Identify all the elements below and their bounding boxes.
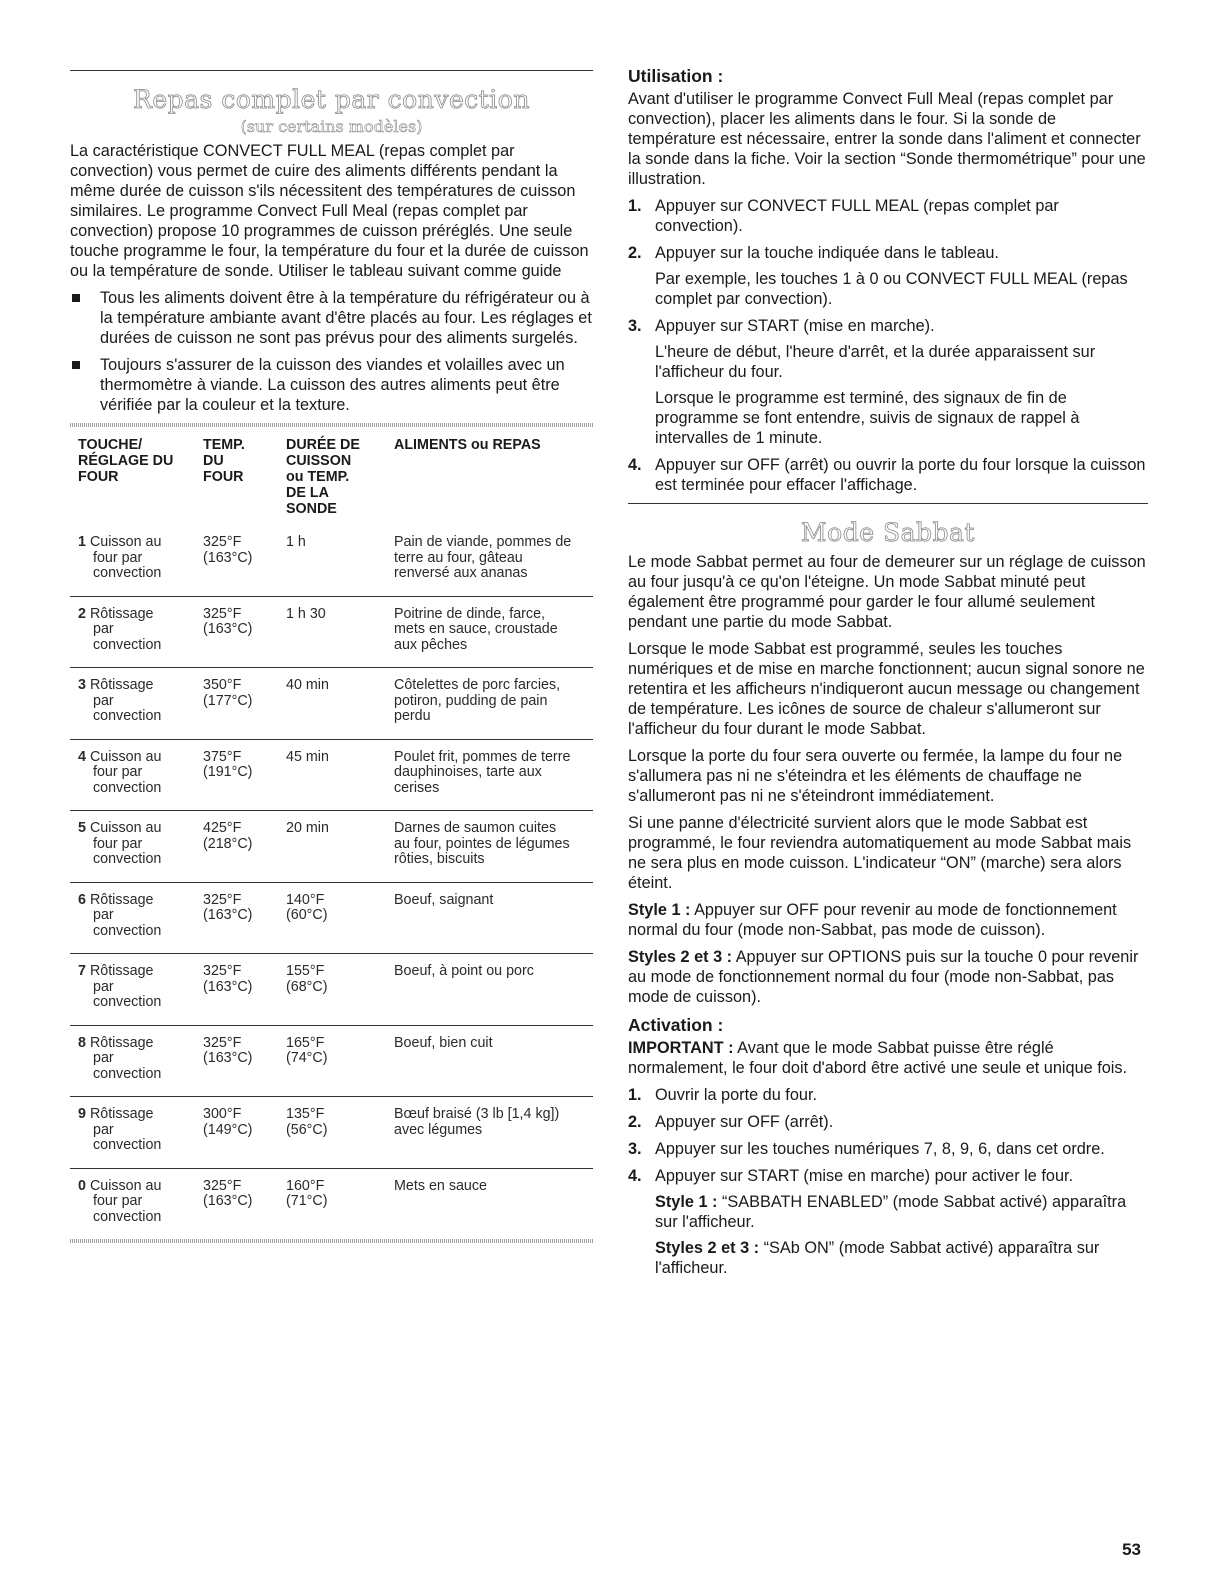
cell-temp: 325°F (163°C) (203, 1168, 286, 1239)
convect-programs-table (70, 433, 593, 1239)
cell-key: 3 Rôtissage par convection (70, 668, 203, 740)
table-bottom-dotted-rule (70, 1239, 593, 1243)
step-detail: Par exemple, les touches 1 à 0 ou CONVECT FULL MEAL (repas complet par convection). (655, 270, 1128, 308)
cell-key: 2 Rôtissage par convection (70, 596, 203, 668)
activation-styles23: Styles 2 et 3 : “SAb ON” (mode Sabbat activé) apparaîtra sur l'afficheur. (655, 1239, 1100, 1277)
cell-duration: 45 min (286, 739, 394, 811)
table-row (70, 1097, 593, 1169)
utilisation-heading: Utilisation : (628, 66, 724, 86)
cell-temp: 325°F (163°C) (203, 596, 286, 668)
header-duration: DURÉE DE CUISSON ou TEMP. DE LA SONDE (286, 437, 360, 517)
cell-duration: 140°F (60°C) (286, 882, 394, 954)
cell-food: Mets en sauce (394, 1168, 593, 1239)
middle-rule (628, 503, 1148, 504)
cell-key: 1 Cuisson au four par convection (78, 534, 162, 581)
left-column (70, 70, 593, 1249)
table-row (70, 739, 593, 811)
step-detail: Lorsque le programme est terminé, des signaux de fin de programme se font entendre, suivis de signaux de rappel à intervalles de 1 minute. (655, 389, 1080, 447)
intro-paragraph: La caractéristique CONVECT FULL MEAL (repas complet par convection) vous permet de cuire des aliments différents pendant la même durée de cuisson s'ils nécessitent des températures de cuisson similaires. Le programme Convect Full Meal (repas complet par convection) propose 10 programmes de cuisson préréglés. Une seule touche programme le four, la température du four et la durée de cuisson ou la température de sonde. Utiliser le tableau suivant comme guide (70, 142, 589, 280)
top-rule (70, 70, 593, 71)
table-row (70, 1025, 593, 1097)
utilisation-steps (628, 196, 1148, 495)
cell-food: Boeuf, à point ou porc (394, 954, 593, 1026)
cell-food: Pain de viande, pommes de terre au four, gâteau renversé aux ananas (394, 534, 572, 581)
header-temp: TEMP. DU FOUR (203, 437, 245, 485)
utilisation-step: 4. Appuyer sur OFF (arrêt) ou ouvrir la porte du four lorsque la cuisson est terminée pour effacer l'affichage. (628, 456, 1146, 494)
sabbat-paragraph: Lorsque le mode Sabbat est programmé, seules les touches numériques et de mise en marche fonctionnent; aucun signal sonore ne retentira et les afficheurs n'indiqueront aucun message ou changement de température. Les icônes de source de chaleur s'allumeront sur l'afficheur du four durant le mode Sabbat. (628, 640, 1145, 738)
important-note: IMPORTANT : Avant que le mode Sabbat puisse être réglé normalement, le four doit d'abord être activé une seule et unique fois. (628, 1039, 1128, 1077)
cell-temp: 425°F (218°C) (203, 811, 286, 883)
cell-food: Boeuf, saignant (394, 882, 593, 954)
cell-food: Darnes de saumon cuites au four, pointes de légumes rôties, biscuits (394, 811, 593, 883)
activation-style1: Style 1 : “SABBATH ENABLED” (mode Sabbat activé) apparaîtra sur l'afficheur. (655, 1193, 1127, 1231)
cell-duration: 1 h (286, 534, 306, 550)
activation-heading: Activation : (628, 1015, 724, 1035)
page-number: 53 (1122, 1540, 1141, 1559)
cell-key: 5 Cuisson au four par convection (70, 811, 203, 883)
cell-key: 9 Rôtissage par convection (70, 1097, 203, 1169)
utilisation-step: 2. Appuyer sur la touche indiquée dans le tableau. Par exemple, les touches 1 à 0 ou CONVECT FULL MEAL (repas complet par convection). (628, 243, 1148, 309)
sabbat-paragraph: Si une panne d'électricité survient alors que le mode Sabbat est programmé, le four reviendra automatiquement au mode Sabbat mais ne sera plus en mode cuisson. L'indicateur “ON” (marche) sera alors éteint. (628, 814, 1132, 892)
bullet-item: Tous les aliments doivent être à la température du réfrigérateur ou à la température ambiante avant d'être placés au four. Les réglages et durées de cuisson ne sont pas prévus pour des aliments surgelés. (70, 288, 593, 348)
cell-temp: 350°F (177°C) (203, 668, 286, 740)
cell-duration: 160°F (71°C) (286, 1168, 394, 1239)
utilisation-step: 1. Appuyer sur CONVECT FULL MEAL (repas complet par convection). (628, 197, 1059, 235)
cell-duration: 20 min (286, 811, 394, 883)
bullet-list (70, 288, 593, 415)
cell-temp: 375°F (191°C) (203, 739, 286, 811)
cell-duration: 165°F (74°C) (286, 1025, 394, 1097)
cell-food: Côtelettes de porc farcies, potiron, pudding de pain perdu (394, 668, 593, 740)
cell-key: 4 Cuisson au four par convection (70, 739, 203, 811)
cell-temp: 300°F (149°C) (203, 1097, 286, 1169)
right-column (628, 65, 1148, 1285)
cell-key: 0 Cuisson au four par convection (70, 1168, 203, 1239)
cell-temp: 325°F (163°C) (203, 1025, 286, 1097)
step-detail: L'heure de début, l'heure d'arrêt, et la durée apparaissent sur l'afficheur du four. (655, 343, 1096, 381)
cell-food: Poulet frit, pommes de terre dauphinoises, tarte aux cerises (394, 739, 593, 811)
cell-temp: 325°F (163°C) (203, 534, 253, 566)
cell-temp: 325°F (163°C) (203, 882, 286, 954)
activation-step: 3. Appuyer sur les touches numériques 7, 8, 9, 6, dans cet ordre. (628, 1140, 1105, 1158)
sabbat-paragraph: Lorsque la porte du four sera ouverte ou fermée, la lampe du four ne s'allumera pas ni ne s'éteindra et les éléments de chauffage ne s'allumeront pas ni ne s'éteindront immédiatement. (628, 747, 1123, 805)
table-top-dotted-rule (70, 423, 593, 427)
section-subtitle: (sur certains modèles) (240, 117, 423, 136)
table-row (70, 1168, 593, 1239)
cell-food: Poitrine de dinde, farce, mets en sauce, croustade aux pêches (394, 596, 593, 668)
activation-step: 2. Appuyer sur OFF (arrêt). (628, 1113, 834, 1131)
cell-duration: 40 min (286, 668, 394, 740)
sabbat-style1: Style 1 : Appuyer sur OFF pour revenir au mode de fonctionnement normal du four (mode non-Sabbat, pas mode de cuisson). (628, 901, 1117, 939)
section-title-convect-full-meal: Repas complet par convection (133, 85, 530, 114)
table-row (70, 811, 593, 883)
activation-steps (628, 1085, 1148, 1278)
table-row (70, 954, 593, 1026)
cell-food: Bœuf braisé (3 lb [1,4 kg]) avec légumes (394, 1097, 593, 1169)
square-bullet-icon (72, 361, 80, 369)
table-row (70, 668, 593, 740)
cell-duration: 155°F (68°C) (286, 954, 394, 1026)
activation-step: 4. Appuyer sur START (mise en marche) pour activer le four. Style 1 : “SABBATH ENABLED” (mode Sabbat activé) apparaîtra sur l'afficheur. Styles 2 et 3 : “SAb ON” (mode Sabbat activé) apparaîtra sur l'afficheur. (628, 1166, 1148, 1278)
cell-temp: 325°F (163°C) (203, 954, 286, 1026)
cell-duration: 135°F (56°C) (286, 1097, 394, 1169)
sabbat-paragraph: Le mode Sabbat permet au four de demeurer sur un réglage de cuisson au four jusqu'à ce qu'on l'éteigne. Un mode Sabbat minuté peut également être programmé pour garder le four allumé seulement pendant une partie du mode Sabbat. (628, 553, 1146, 631)
header-key: TOUCHE/ RÉGLAGE DU FOUR (78, 437, 174, 485)
utilisation-intro: Avant d'utiliser le programme Convect Full Meal (repas complet par convection), placer les aliments dans le four. Si la sonde de température est nécessaire, entrer la sonde dans l'aliment et connecter la sonde dans la fiche. Voir la section “Sonde thermométrique” pour une illustration. (628, 90, 1146, 188)
table-header-row (70, 433, 593, 525)
cell-key: 7 Rôtissage par convection (70, 954, 203, 1026)
sabbat-styles23: Styles 2 et 3 : Appuyer sur OPTIONS puis sur la touche 0 pour revenir au mode de fonctionnement normal du four (mode non-Sabbat, pas mode de cuisson). (628, 948, 1139, 1006)
table-row (70, 882, 593, 954)
cell-duration: 1 h 30 (286, 596, 394, 668)
activation-step: 1. Ouvrir la porte du four. (628, 1086, 817, 1104)
section-title-mode-sabbat: Mode Sabbat (801, 518, 975, 547)
cell-key: 6 Rôtissage par convection (70, 882, 203, 954)
header-food: ALIMENTS ou REPAS (394, 437, 541, 453)
sabbat-paragraphs (628, 552, 1148, 893)
utilisation-step: 3. Appuyer sur START (mise en marche). L'heure de début, l'heure d'arrêt, et la durée apparaissent sur l'afficheur du four. Lorsque le programme est terminé, des signaux de fin de programme se font entendre, suivis de signaux de rappel à intervalles de 1 minute. (628, 316, 1148, 448)
table-row (70, 596, 593, 668)
table-row (70, 525, 593, 596)
cell-key: 8 Rôtissage par convection (70, 1025, 203, 1097)
bullet-item: Toujours s'assurer de la cuisson des viandes et volailles avec un thermomètre à viande. La cuisson des autres aliments peut être vérifiée par la couleur et la texture. (70, 355, 593, 415)
square-bullet-icon (72, 294, 80, 302)
cell-food: Boeuf, bien cuit (394, 1025, 593, 1097)
